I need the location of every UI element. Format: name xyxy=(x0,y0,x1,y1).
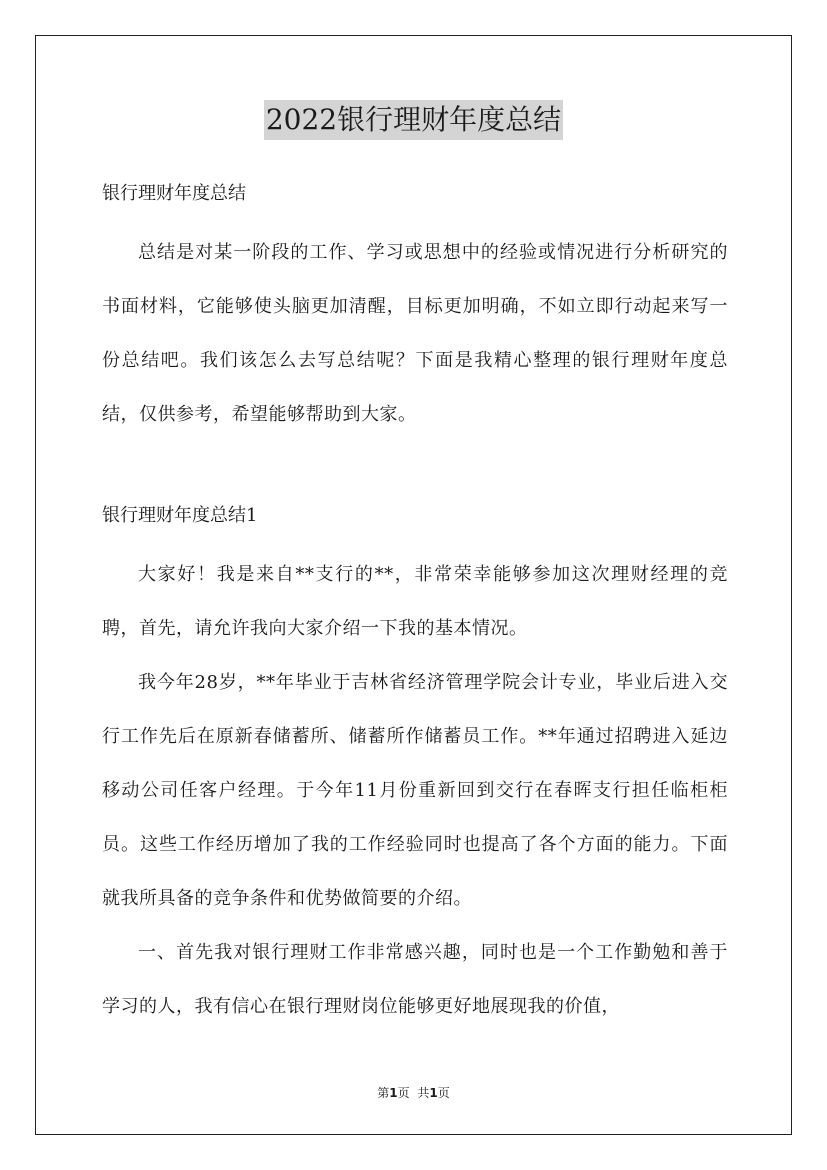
document-body xyxy=(102,174,728,1034)
title-container xyxy=(0,100,827,140)
paragraph-background: 我今年28岁，**年毕业于吉林省经济管理学院会计专业，毕业后进入交行工作先后在原新春储蓄所、储蓄所作储蓄员工作。**年通过招聘进入延边移动公司任客户经理。于今年11月份重新回到交行在春晖支行担任临柜柜员。这些工作经历增加了我的工作经验同时也提高了各个方面的能力。下面就我所具备的竞争条件和优势做简要的介绍。 xyxy=(102,672,728,909)
page-label-prefix: 第 xyxy=(377,1086,390,1100)
intro-heading: 银行理财年度总结 xyxy=(102,183,246,204)
section-spacer xyxy=(102,442,728,496)
document-title: 2022银行理财年度总结 xyxy=(264,100,563,140)
paragraph-greeting: 大家好！我是来自**支行的**，非常荣幸能够参加这次理财经理的竞聘，首先，请允许我向大家介绍一下我的基本情况。 xyxy=(102,564,728,639)
paragraph-point-one: 一、首先我对银行理财工作非常感兴趣，同时也是一个工作勤勉和善于学习的人，我有信心在银行理财岗位能够更好地展现我的价值， xyxy=(102,942,728,1017)
page-label-mid: 页 xyxy=(397,1086,410,1100)
total-label-suffix: 页 xyxy=(437,1086,450,1100)
page-number-current: 1 xyxy=(389,1086,398,1100)
page-number-total: 1 xyxy=(429,1086,438,1100)
total-label-prefix: 共 xyxy=(417,1086,430,1100)
section-1-heading: 银行理财年度总结1 xyxy=(102,505,258,526)
page-footer xyxy=(0,1084,827,1101)
intro-paragraph: 总结是对某一阶段的工作、学习或思想中的经验或情况进行分析研究的书面材料，它能够使头脑更加清醒，目标更加明确，不如立即行动起来写一份总结吧。我们该怎么去写总结呢？下面是我精心整理的银行理财年度总结，仅供参考，希望能够帮助到大家。 xyxy=(102,242,728,425)
